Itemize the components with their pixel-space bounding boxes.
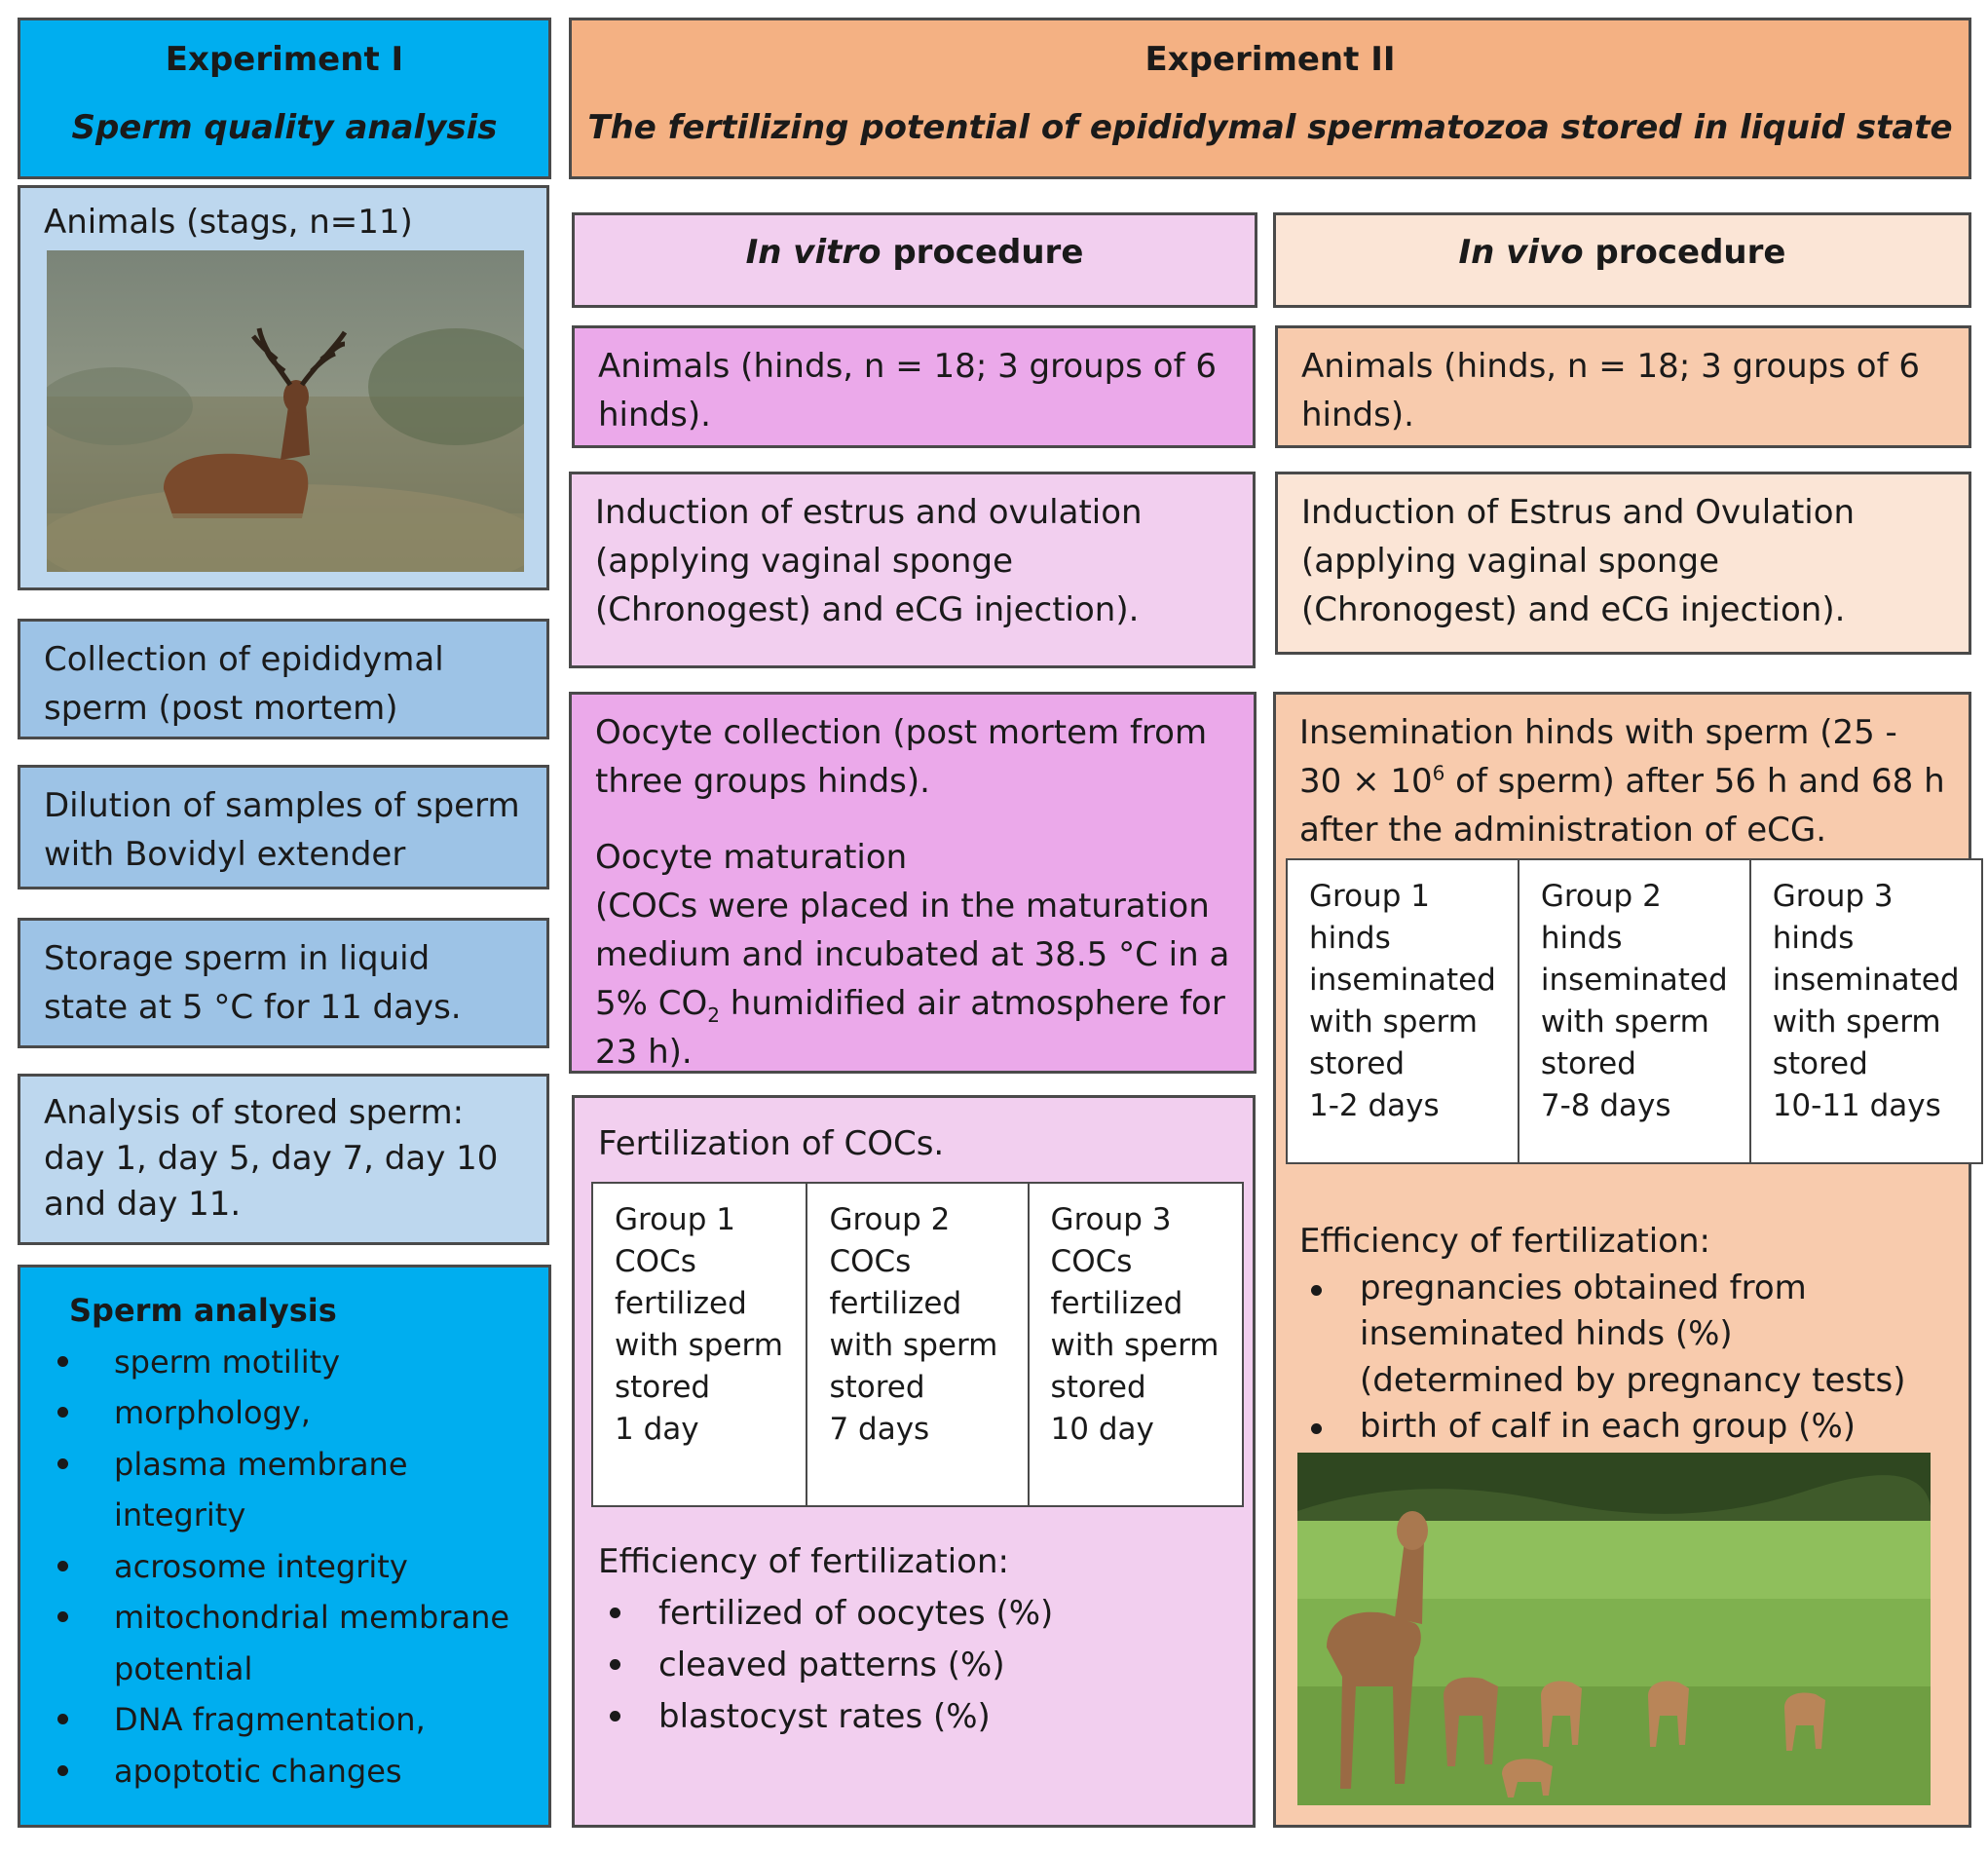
group-line: with sperm — [829, 1328, 998, 1363]
analysis-stored-text: Analysis of stored sperm: day 1, day 5, day 7, day 10 and day 11. — [44, 1093, 499, 1224]
group-line: inseminated — [1540, 963, 1728, 998]
group-line: with sperm — [615, 1328, 783, 1363]
experiment-1-subtitle: Sperm quality analysis — [71, 108, 498, 147]
invitro-efficiency-item: blastocyst rates (%) — [598, 1691, 1229, 1743]
group-line: with sperm — [1309, 1004, 1478, 1040]
group-line: fertilized — [829, 1286, 962, 1321]
experiment-1-title: Experiment I — [165, 40, 404, 79]
sperm-analysis-item: apoptotic changes — [20, 1746, 548, 1797]
invitro-heading-rest: procedure — [881, 233, 1084, 272]
collection-box — [18, 619, 549, 739]
group-line: hinds — [1772, 921, 1855, 956]
group-line: with sperm — [1772, 1004, 1941, 1040]
group-line: 10 day — [1050, 1412, 1154, 1447]
oocyte-maturation-text — [595, 882, 1230, 1077]
invivo-induction-box — [1275, 472, 1971, 655]
sperm-analysis-list — [20, 1337, 548, 1797]
invitro-efficiency — [598, 1536, 1229, 1743]
sperm-analysis-item: mitochondrial membrane potential — [20, 1592, 548, 1694]
group-line: stored — [1309, 1046, 1406, 1081]
invitro-efficiency-list — [598, 1588, 1229, 1743]
invivo-heading-box — [1273, 212, 1971, 308]
deer-image — [1297, 1453, 1931, 1805]
invitro-group-2 — [806, 1183, 1028, 1506]
oocyte-maturation-title: Oocyte maturation — [595, 838, 908, 877]
group-line: with sperm — [1050, 1328, 1219, 1363]
experiment-2-title: Experiment II — [1144, 40, 1396, 79]
invitro-group-3 — [1029, 1183, 1243, 1506]
invitro-animals-box — [572, 325, 1256, 448]
group-line: inseminated — [1772, 963, 1960, 998]
insemination-text-part: Insemination hinds with sperm (25 - 30 × 10 — [1299, 713, 1897, 801]
group-line: inseminated — [1309, 963, 1496, 998]
fertilization-title: Fertilization of COCs. — [598, 1124, 945, 1163]
stag-image — [47, 250, 524, 572]
insemination-box — [1273, 692, 1971, 1828]
group-line: Group 1 — [1309, 879, 1430, 914]
sperm-analysis-box — [18, 1265, 551, 1828]
group-line: stored — [829, 1370, 925, 1405]
oocyte-box — [569, 692, 1257, 1074]
insemination-text — [1299, 708, 1945, 854]
analysis-stored-box — [18, 1074, 549, 1245]
fertilization-box — [572, 1095, 1256, 1828]
invivo-efficiency-list — [1299, 1266, 1945, 1451]
group-line: with sperm — [1540, 1004, 1709, 1040]
invitro-heading-box — [572, 212, 1257, 308]
invitro-group-1 — [592, 1183, 806, 1506]
animals-stags-box — [18, 185, 549, 590]
invivo-group-3 — [1750, 859, 1982, 1163]
invivo-efficiency-title: Efficiency of fertilization: — [1299, 1222, 1710, 1261]
storage-text: Storage sperm in liquid state at 5 °C for 11 days. — [44, 939, 462, 1027]
invivo-efficiency-item: birth of calf in each group (%) — [1299, 1404, 1945, 1451]
invitro-animals-text: Animals (hinds, n = 18; 3 groups of 6 hinds). — [598, 347, 1217, 435]
experiment-1-header — [18, 18, 551, 179]
sperm-analysis-item: acrosome integrity — [20, 1541, 548, 1593]
invivo-group-2 — [1519, 859, 1750, 1163]
group-line: COCs — [829, 1244, 912, 1279]
group-line: stored — [1772, 1046, 1868, 1081]
group-line: Group 2 — [829, 1202, 951, 1237]
invitro-groups-table — [591, 1182, 1244, 1507]
group-line: fertilized — [615, 1286, 747, 1321]
group-line: stored — [1050, 1370, 1146, 1405]
storage-box — [18, 918, 549, 1048]
sperm-analysis-title: Sperm analysis — [69, 1292, 337, 1329]
invitro-efficiency-item: fertilized of oocytes (%) — [598, 1588, 1229, 1640]
maturation-text-part: (COCs were placed in the maturation medium and incubated at 38.5 °C in a 5% CO — [595, 887, 1230, 1023]
invivo-animals-text: Animals (hinds, n = 18; 3 groups of 6 hinds). — [1301, 347, 1920, 435]
insemination-text-part: of sperm) after 56 h and 68 h after the administration of eCG. — [1299, 762, 1945, 850]
group-line: hinds — [1540, 921, 1623, 956]
sperm-analysis-item: plasma membrane integrity — [20, 1439, 548, 1541]
invivo-efficiency — [1299, 1219, 1945, 1451]
experiment-2-header — [569, 18, 1971, 179]
dilution-text: Dilution of samples of sperm with Bovidyl extender — [44, 786, 520, 874]
invitro-efficiency-title: Efficiency of fertilization: — [598, 1542, 1009, 1581]
invitro-induction-box — [569, 472, 1256, 668]
group-line: hinds — [1309, 921, 1391, 956]
group-line: fertilized — [1050, 1286, 1183, 1321]
group-line: Group 3 — [1772, 879, 1894, 914]
invivo-heading-rest: procedure — [1583, 233, 1786, 272]
invivo-groups-table — [1286, 858, 1983, 1164]
group-line: stored — [615, 1370, 711, 1405]
invivo-group-1 — [1287, 859, 1519, 1163]
invitro-heading-italic: In vitro — [745, 233, 881, 272]
oocyte-collection-text: Oocyte collection (post mortem from three groups hinds). — [595, 713, 1208, 801]
co2-subscript: 2 — [707, 1003, 720, 1027]
invitro-induction-text: Induction of estrus and ovulation (applying vaginal sponge (Chronogest) and eCG injection). — [595, 493, 1143, 629]
maturation-text-part: humidified air atmosphere for 23 h). — [595, 984, 1225, 1072]
group-line: Group 1 — [615, 1202, 735, 1237]
invivo-efficiency-item: pregnancies obtained from inseminated hinds (%) (determined by pregnancy tests) — [1299, 1266, 1945, 1405]
group-line: 7 days — [829, 1412, 930, 1447]
group-line: Group 2 — [1540, 879, 1662, 914]
invivo-heading-italic: In vivo — [1458, 233, 1584, 272]
experiment-2-subtitle: The fertilizing potential of epididymal spermatozoa stored in liquid state — [587, 108, 1953, 147]
invitro-efficiency-item: cleaved patterns (%) — [598, 1640, 1229, 1691]
sperm-analysis-item: DNA fragmentation, — [20, 1694, 548, 1746]
animals-stags-label: Animals (stags, n=11) — [44, 203, 413, 242]
group-line: stored — [1540, 1046, 1636, 1081]
group-line: Group 3 — [1050, 1202, 1172, 1237]
deer-photo — [1297, 1453, 1931, 1805]
group-line: COCs — [615, 1244, 696, 1279]
sperm-analysis-item: sperm motility — [20, 1337, 548, 1388]
group-line: 10-11 days — [1772, 1088, 1941, 1123]
invivo-induction-text: Induction of Estrus and Ovulation (applying vaginal sponge (Chronogest) and eCG injection). — [1301, 493, 1856, 629]
group-line: COCs — [1050, 1244, 1133, 1279]
group-line: 7-8 days — [1540, 1088, 1671, 1123]
stag-photo — [47, 250, 524, 572]
group-line: 1 day — [615, 1412, 699, 1447]
group-line: 1-2 days — [1309, 1088, 1440, 1123]
sperm-analysis-item: morphology, — [20, 1387, 548, 1439]
collection-text: Collection of epididymal sperm (post mortem) — [44, 640, 444, 728]
invivo-animals-box — [1275, 325, 1971, 448]
dilution-box — [18, 765, 549, 889]
exponent-superscript: 6 — [1432, 761, 1445, 785]
